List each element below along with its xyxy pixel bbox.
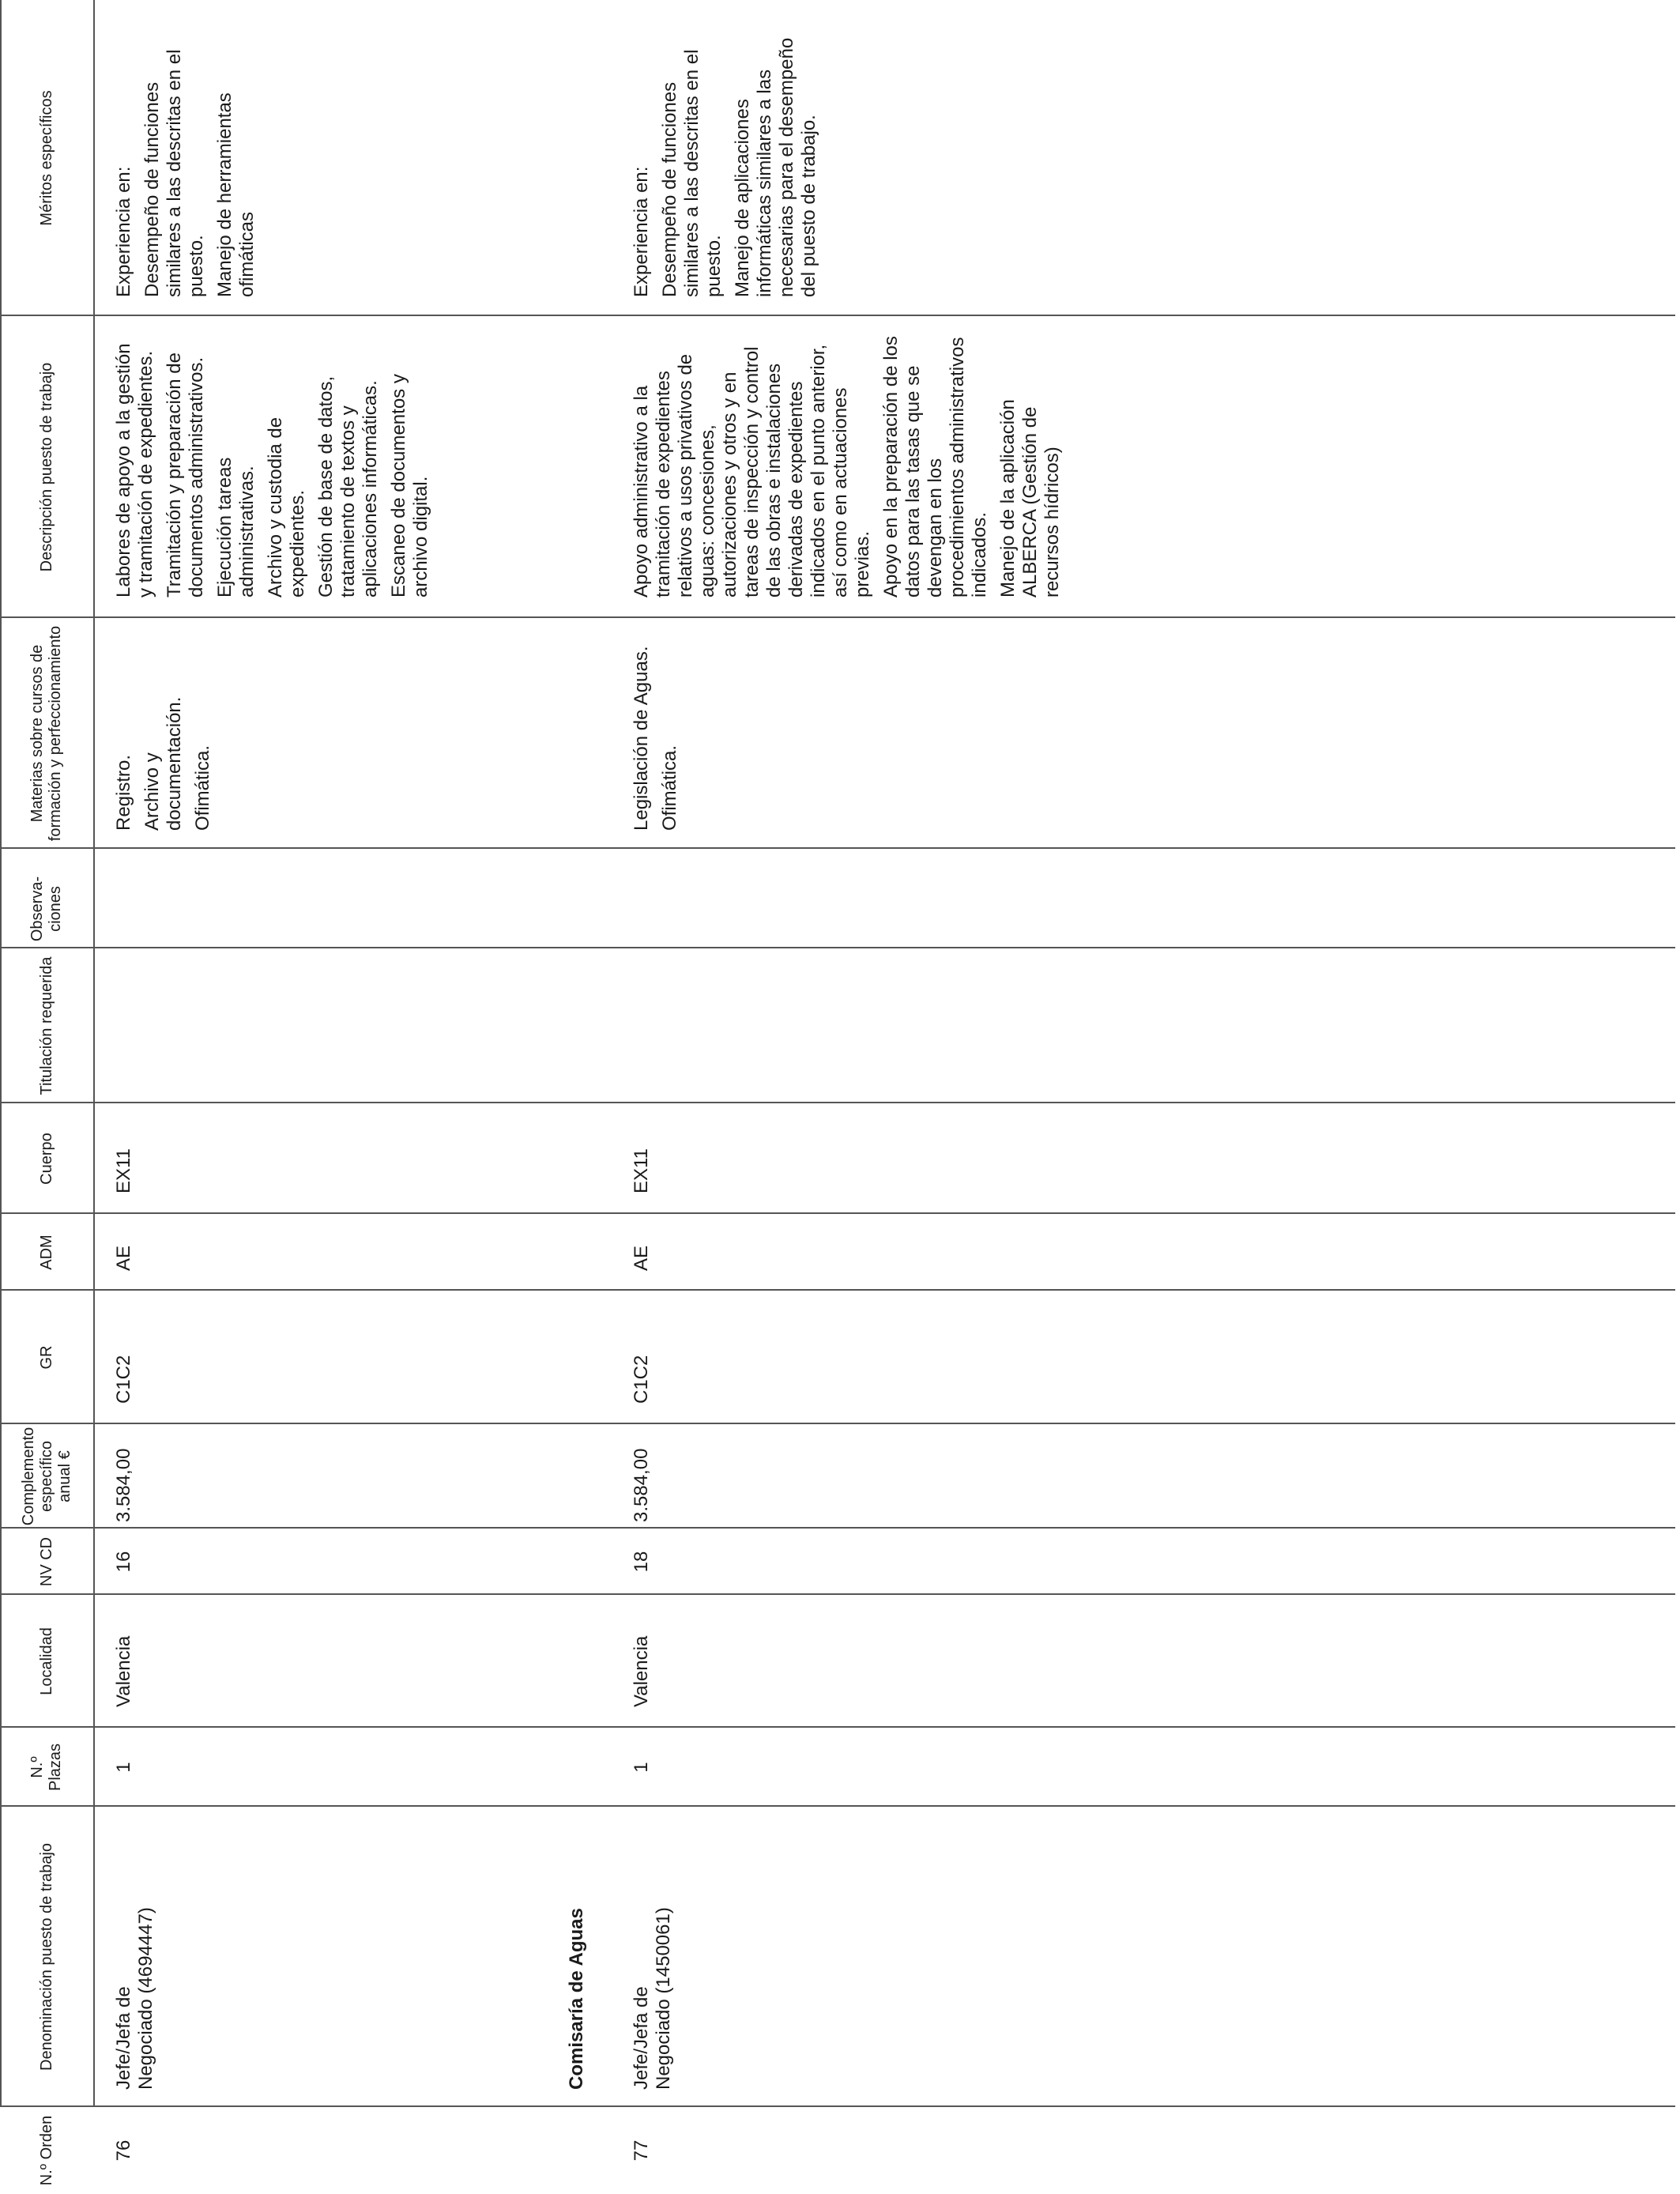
row2-desc-2: Apoyo en la preparación de los datos para las tasas que se devengan en los procedimientos administrativos indicados. bbox=[880, 336, 990, 598]
header-descripcion: Descripción puesto de trabajo bbox=[37, 362, 55, 572]
row1-desc-1: Labores de apoyo a la gestión y tramitación de expedientes. bbox=[113, 343, 156, 598]
row2-materias bbox=[631, 625, 687, 831]
row2-descripcion bbox=[631, 329, 1070, 598]
row2-desc-3: Manejo de la aplicación ALBERCA (Gestión de recursos hídricos) bbox=[997, 399, 1063, 598]
row1-localidad: Valencia bbox=[113, 1635, 134, 1707]
row1-meritos bbox=[113, 11, 265, 297]
row1-descripcion bbox=[113, 329, 439, 598]
row1-orden: 76 bbox=[113, 2139, 134, 2162]
section-comisaria-de-aguas: Comisaría de Aguas bbox=[566, 1908, 587, 2090]
row2-merito-3: Manejo de aplicaciones informáticas similares a las necesarias para el desempeño del puesto de trabajo. bbox=[732, 37, 819, 297]
row2-materia-1: Legislación de Aguas. bbox=[631, 646, 652, 831]
row2-cuerpo: EX11 bbox=[631, 1148, 652, 1193]
header-cuerpo: Cuerpo bbox=[37, 1133, 55, 1185]
header-gr: GR bbox=[37, 1345, 55, 1370]
row1-denominacion: Jefe/Jefa de Negociado (4694447) bbox=[113, 1907, 156, 2090]
row1-materia-2: Archivo y documentación. bbox=[141, 696, 185, 831]
header-materias: Materias sobre cursos de formación y perfeccionamiento bbox=[28, 625, 64, 842]
row2-orden: 77 bbox=[631, 2139, 652, 2162]
row2-materia-2: Ofimática. bbox=[659, 745, 680, 831]
row2-nvcd: 18 bbox=[631, 1551, 652, 1573]
row2-adm: AE bbox=[631, 1245, 652, 1271]
header-nvcd: NV CD bbox=[37, 1536, 55, 1587]
row2-plazas: 1 bbox=[631, 1762, 652, 1773]
row2-desc-1: Apoyo administrativo a la tramitación de expedientes relativos a usos privativos de aguas: concesiones, autorizaciones y otros y en tareas de inspección y control de las obras e instalaciones derivadas de expedientes indicados en el punto anterior, así como en actuaciones previas. bbox=[631, 344, 873, 598]
row1-materia-1: Registro. bbox=[113, 754, 134, 831]
row1-merito-1: Experiencia en: bbox=[113, 166, 134, 297]
row1-complemento: 3.584,00 bbox=[113, 1448, 134, 1522]
header-localidad: Localidad bbox=[37, 1627, 55, 1695]
row1-desc-3: Ejecución tareas administrativas. bbox=[214, 457, 258, 598]
header-complemento: Complemento específico anual € bbox=[19, 1427, 73, 1526]
header-titulacion: Titulación requerida bbox=[37, 956, 55, 1095]
row2-localidad: Valencia bbox=[631, 1635, 652, 1707]
row2-merito-1: Experiencia en: bbox=[631, 166, 652, 297]
row1-desc-4: Archivo y custodia de expedientes. bbox=[265, 417, 308, 598]
row1-desc-5: Gestión de base de datos, tratamiento de textos y aplicaciones informáticas. bbox=[315, 375, 381, 598]
row1-gr: C1C2 bbox=[113, 1355, 134, 1404]
row1-merito-3: Manejo de herramientas ofimáticas bbox=[214, 92, 258, 297]
row1-desc-6: Escaneo de documentos y archivo digital. bbox=[388, 374, 431, 598]
row2-merito-2: Desempeño de funciones similares a las descritas en el puesto. bbox=[659, 49, 725, 297]
row1-plazas: 1 bbox=[113, 1762, 134, 1773]
header-observaciones: Observa- ciones bbox=[28, 876, 64, 942]
row1-nvcd: 16 bbox=[113, 1551, 134, 1573]
row1-materia-3: Ofimática. bbox=[192, 745, 213, 831]
header-denominacion: Denominación puesto de trabajo bbox=[37, 1843, 55, 2071]
header-plazas: N.º Plazas bbox=[28, 1743, 64, 1792]
header-orden: N.º Orden bbox=[37, 2115, 55, 2186]
row1-desc-2: Tramitación y preparación de documentos administrativos. bbox=[164, 352, 207, 598]
header-adm: ADM bbox=[37, 1235, 55, 1270]
row1-materias bbox=[113, 625, 220, 831]
row2-denominacion: Jefe/Jefa de Negociado (1450061) bbox=[631, 1907, 674, 2090]
row1-cuerpo: EX11 bbox=[113, 1148, 134, 1193]
row1-merito-2: Desempeño de funciones similares a las descritas en el puesto. bbox=[141, 49, 207, 297]
row2-complemento: 3.584,00 bbox=[631, 1448, 652, 1522]
header-meritos: Méritos específicos bbox=[37, 90, 55, 226]
row1-adm: AE bbox=[113, 1245, 134, 1271]
row2-meritos bbox=[631, 11, 827, 297]
row2-gr: C1C2 bbox=[631, 1355, 652, 1404]
